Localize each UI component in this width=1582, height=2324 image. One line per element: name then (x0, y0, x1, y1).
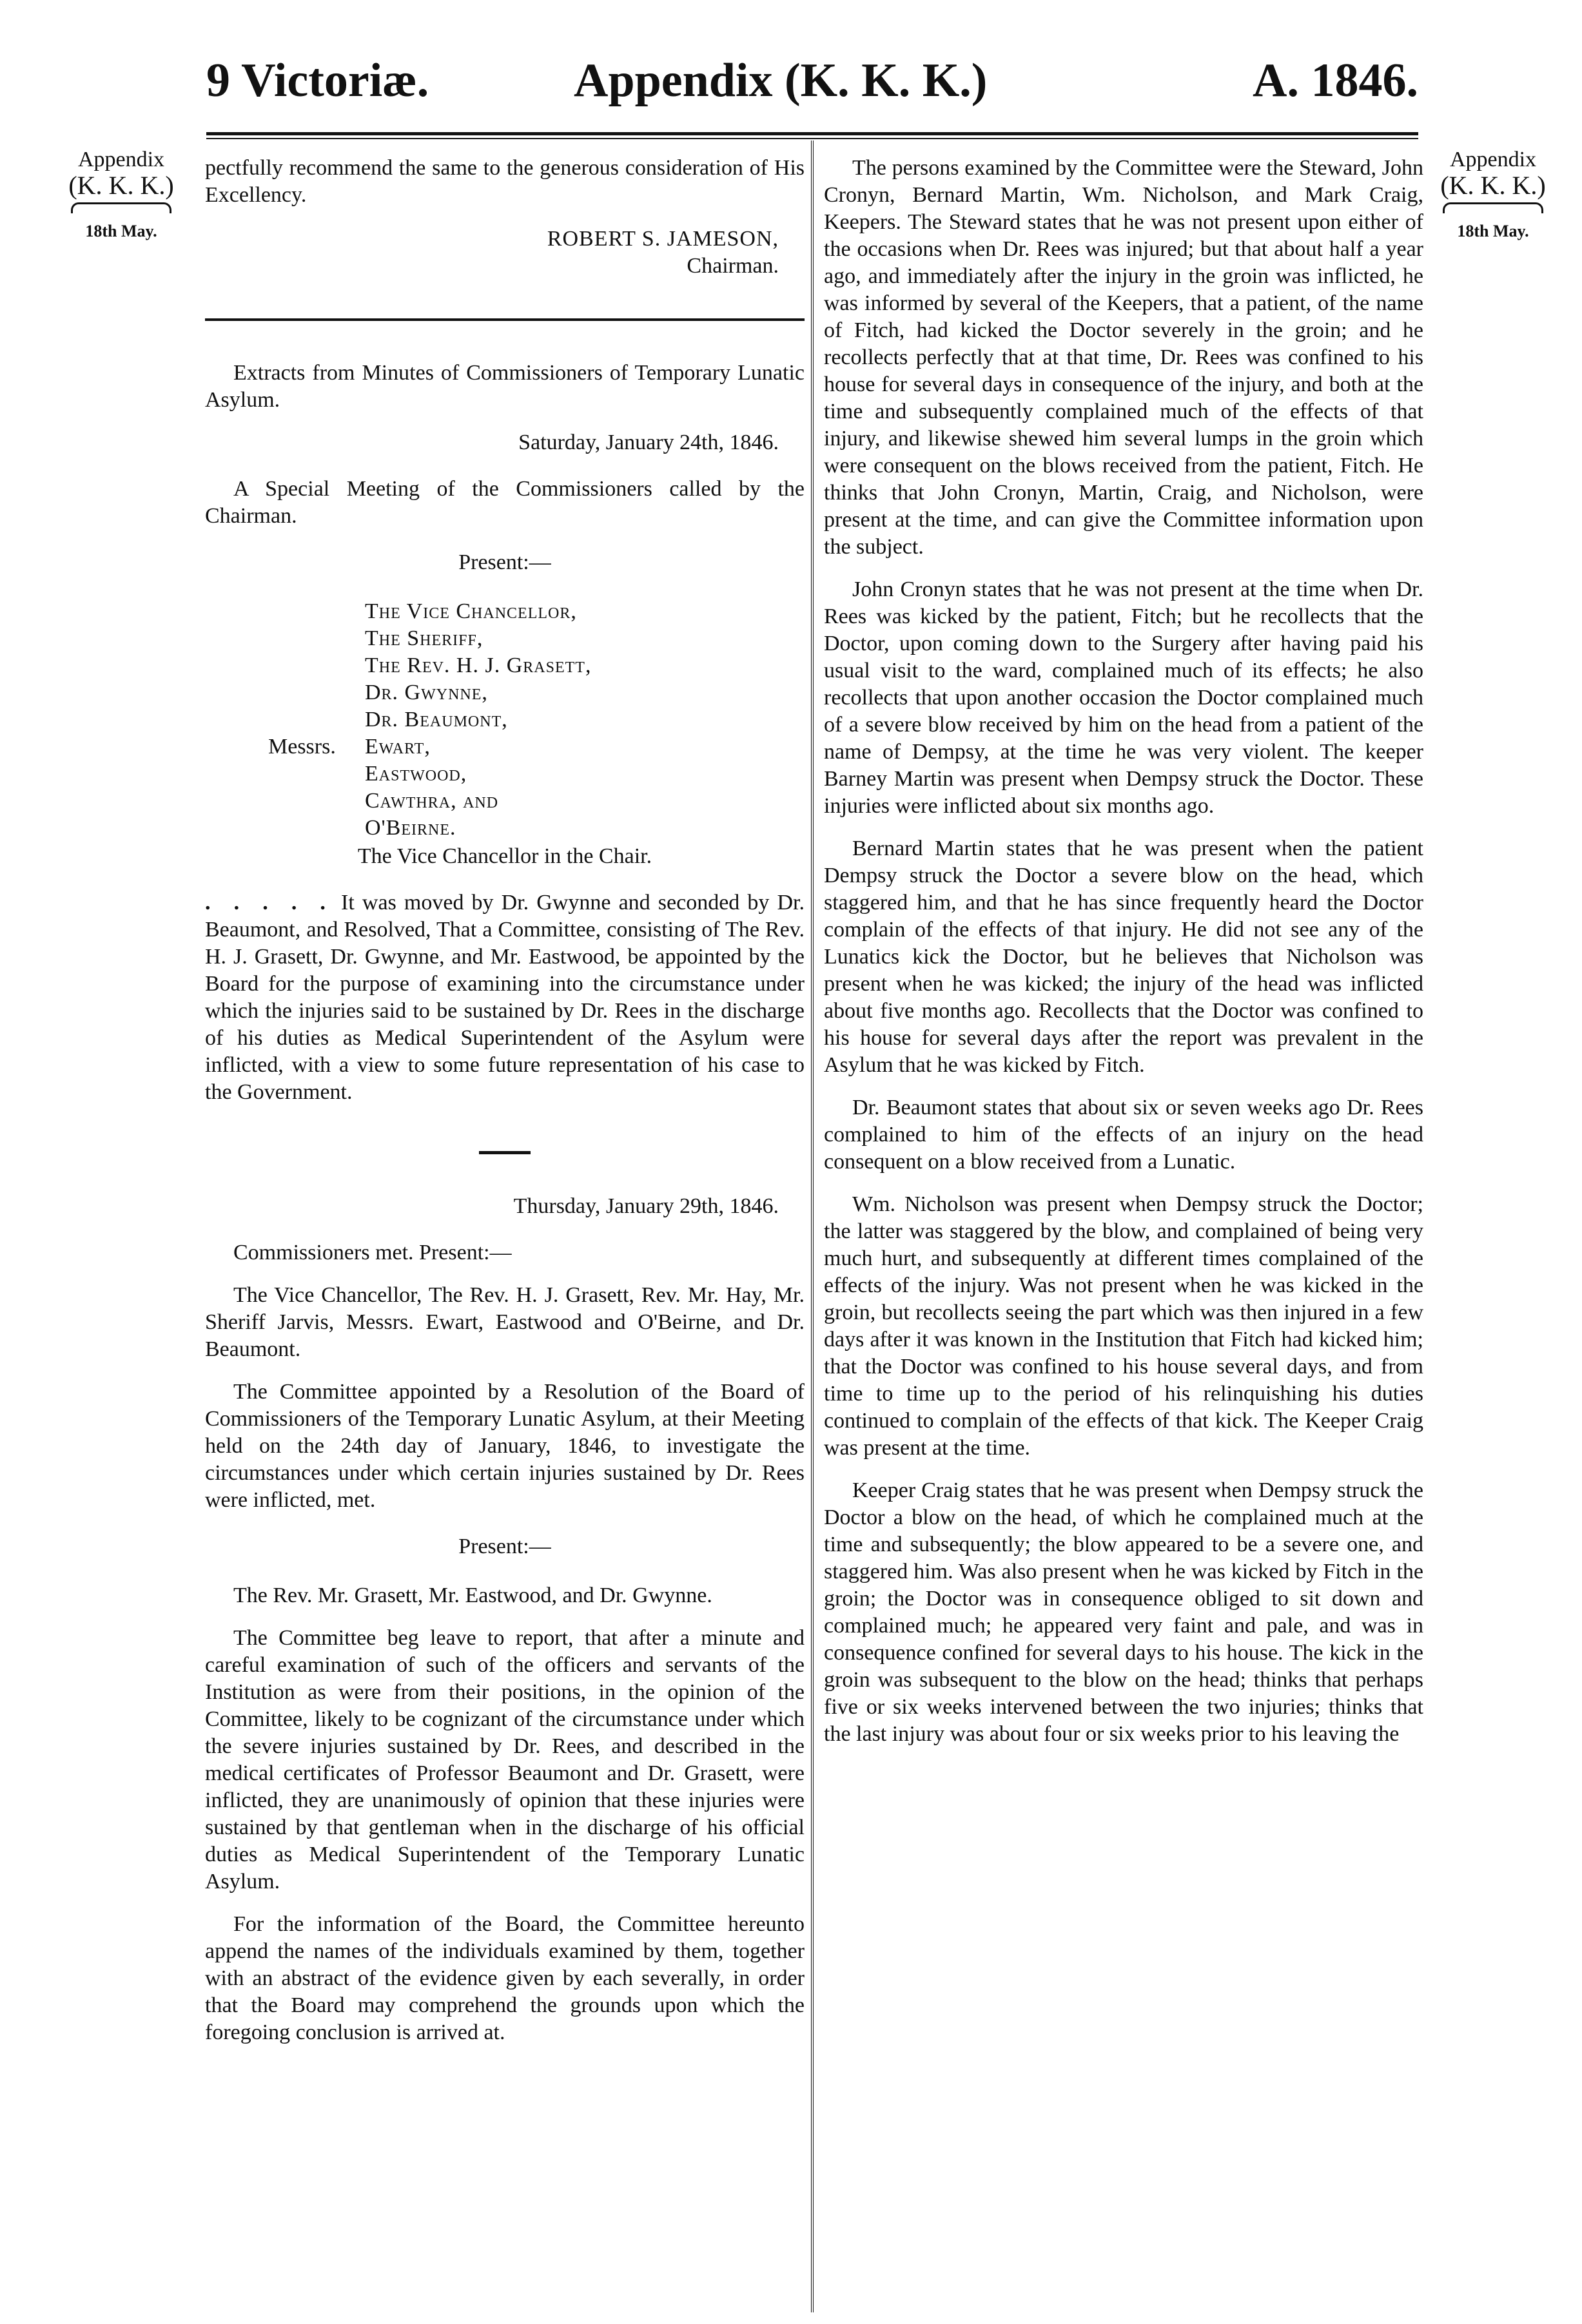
chair-line: The Vice Chancellor in the Chair. (357, 844, 652, 868)
header-rule (206, 132, 1418, 135)
ellipsis-dots: . . . . . (205, 891, 333, 915)
craig-testimony: Keeper Craig states that he was present when Dempsy struck the Doctor a blow on the head, of which he complained much at the time and subsequently; the blow appeared to be a severe one, and staggered him. Was also present when he was kicked by Fitch in the groin; the Doctor was in consequence obliged to sit down and complained much; he appeared very faint and pale, and was in consequence confined for several days to his house. The kick in the groin was subsequent to the blow on the head; thinks that perhaps five or six weeks intervened between the two injuries; thinks that the last injury was about four or six weeks prior to his leaving the (824, 1478, 1423, 1746)
margin-appendix-label: Appendix (77, 148, 165, 171)
short-separator (479, 1151, 531, 1154)
margin-date: 18th May. (1457, 222, 1529, 240)
member-item: The Rev. H. J. Grasett, (365, 654, 592, 677)
meeting-date-1: Saturday, January 24th, 1846. (518, 431, 779, 454)
right-column (824, 155, 1423, 1763)
right-margin-note (1429, 148, 1558, 243)
member-item: The Vice Chancellor, (365, 599, 577, 623)
margin-brace-icon (1443, 202, 1543, 213)
section-separator (205, 318, 805, 321)
margin-appendix-code: (K. K. K.) (68, 171, 174, 200)
intro-paragraph: pectfully recommend the same to the generous consideration of His Excellency. (205, 156, 805, 207)
information-paragraph: For the information of the Board, the Committee hereunto append the names of the individuals examined by them, together with an abstract of the evidence given by each severally, in order that the Board may comprehend the grounds upon which the foregoing conclusion is arrived at. (205, 1912, 805, 2044)
persons-examined-paragraph: The persons examined by the Committee were the Steward, John Cronyn, Bernard Martin, Wm. Nicholson, and Mark Craig, Keepers. The Steward states that he was not present upon either of the occasions when Dr. Rees was injured; but that about half a year ago, and immediately after the injury in the groin was inflicted, he was informed by several of the Keepers, that a patient, of the name of Fitch, had kicked the Doctor severely in the groin; and he recollects perfectly that at that time, Dr. Rees was confined to his house for several days in consequence of the injury, and both at the time and subsequently complained much of the effects of that injury, and likewise shewed him several lumps in the groin which were consequent on the blows received from the patient, Fitch. He thinks that John Cronyn, Martin, Craig, and Nicholson, were present at the time, and can give the Committee information upon the subject. (824, 156, 1423, 559)
running-header (193, 45, 1418, 122)
margin-appendix-label: Appendix (1449, 148, 1537, 171)
left-margin-note (57, 148, 186, 243)
margin-brace-icon (71, 202, 171, 213)
signature-title: Chairman. (687, 254, 779, 278)
attendees-paragraph: The Vice Chancellor, The Rev. H. J. Grasett, Rev. Mr. Hay, Mr. Sheriff Jarvis, Messrs. Ewart, Eastwood and O'Beirne, and Dr. Beaumont. (205, 1283, 805, 1361)
member-item: O'Beirne. (365, 816, 456, 840)
header-regnal-year: 9 Victoriæ. (206, 54, 429, 107)
resolution-text: It was moved by Dr. Gwynne and seconded by Dr. Beaumont, and Resolved, That a Committee, consisting of The Rev. H. J. Grasett, Dr. Gwynne, and Mr. Eastwood, be appointed by the Board for the purpose of examining into the circumstance under which the injuries said to be sustained by Dr. Rees in the discharge of his duties as Medical Superintendent of the Asylum were inflicted, with a view to some future representation of his case to the Government. (205, 891, 805, 1104)
commissioners-met: Commissioners met. Present:— (233, 1241, 512, 1264)
member-item: Dr. Beaumont, (365, 708, 508, 731)
member-item: Dr. Gwynne, (365, 681, 488, 704)
signature-name: ROBERT S. JAMESON, (547, 227, 779, 251)
member-item: Cawthra, and (365, 789, 499, 813)
present-label: Present:— (458, 550, 551, 574)
present-label-2: Present:— (458, 1535, 551, 1558)
column-divider (811, 140, 814, 2312)
meeting-date-2: Thursday, January 29th, 1846. (513, 1194, 779, 1218)
header-year: A. 1846. (1253, 54, 1418, 107)
left-column (205, 155, 805, 2062)
member-name: Ewart, (365, 735, 431, 759)
special-meeting-text: A Special Meeting of the Commissioners called by the Chairman. (205, 477, 805, 528)
martin-testimony: Bernard Martin states that he was present when the patient Dempsy struck the Doctor a severe blow on the head, which staggered him, and that he has since frequently heard the Doctor complain of the effects of that injury. He did not see any of the Lunatics kick the Doctor, but he believes that Nicholson was present when he was kicked; the injury of the head was inflicted about five months ago. Recollects that the Doctor was confined to his house for several days after the report was prevalent in the Asylum that he was kicked by Fitch. (824, 837, 1423, 1077)
margin-appendix-code: (K. K. K.) (1440, 171, 1546, 200)
nicholson-testimony: Wm. Nicholson was present when Dempsy struck the Doctor; the latter was staggered by the blow, and complained of being very much hurt, and subsequently at different times complained of the effects of the injury. Was not present when he was kicked in the groin, but recollects seeing the part which was then injured in a few days after it was known in the Institution that Fitch had kicked him; that the Doctor was confined to his house several days, and from time to time up to the period of his relinquishing his duties continued to complain of the effects of that kick. The Keeper Craig was present at the time. (824, 1192, 1423, 1460)
header-appendix-title: Appendix (K. K. K.) (574, 54, 988, 107)
member-item-messrs: Messrs. Ewart, (268, 735, 431, 759)
header-rule-thin (206, 138, 1418, 139)
beaumont-testimony: Dr. Beaumont states that about six or seven weeks ago Dr. Rees complained to him of the effects of an injury on the head consequent on a blow received from a Lunatic. (824, 1096, 1423, 1174)
report-paragraph: The Committee beg leave to report, that after a minute and careful examination of such of the officers and servants of the Institution as were from their positions, in the opinion of the Committee, likely to be cognizant of the circumstance under which the severe injuries sustained by Dr. Rees, and described in the medical certificates of Professor Beaumont and Dr. Grasett, were inflicted, they are unanimously of opinion that these injuries were sustained by that gentleman when in the discharge of his official duties as Medical Superintendent of the Temporary Lunatic Asylum. (205, 1626, 805, 1893)
resolution-paragraph (205, 889, 805, 1106)
member-item: The Sheriff, (365, 626, 483, 650)
present-2-paragraph: The Rev. Mr. Grasett, Mr. Eastwood, and Dr. Gwynne. (233, 1583, 712, 1607)
members-list (268, 598, 805, 842)
margin-date: 18th May. (85, 222, 157, 240)
cronyn-testimony: John Cronyn states that he was not present at the time when Dr. Rees was kicked by the patient, Fitch; but he recollects that the Doctor, upon coming down to the Surgery after having paid his usual visit to the ward, complained much of its effects; he also recollects that upon another occasion the Doctor complained much of a severe blow received by him on the head from a patient of the name of Dempsy, at the time he was very violent. The keeper Barney Martin was present when Dempsy struck the Doctor. These injuries were inflicted about six months ago. (824, 577, 1423, 818)
committee-paragraph: The Committee appointed by a Resolution of the Board of Commissioners of the Temporary Lunatic Asylum, at their Meeting held on the 24th day of January, 1846, to investigate the circumstances under which certain injuries sustained by Dr. Rees were inflicted, met. (205, 1380, 805, 1512)
extracts-heading: Extracts from Minutes of Commissioners of Temporary Lunatic Asylum. (205, 361, 805, 412)
member-item: Eastwood, (365, 762, 467, 786)
